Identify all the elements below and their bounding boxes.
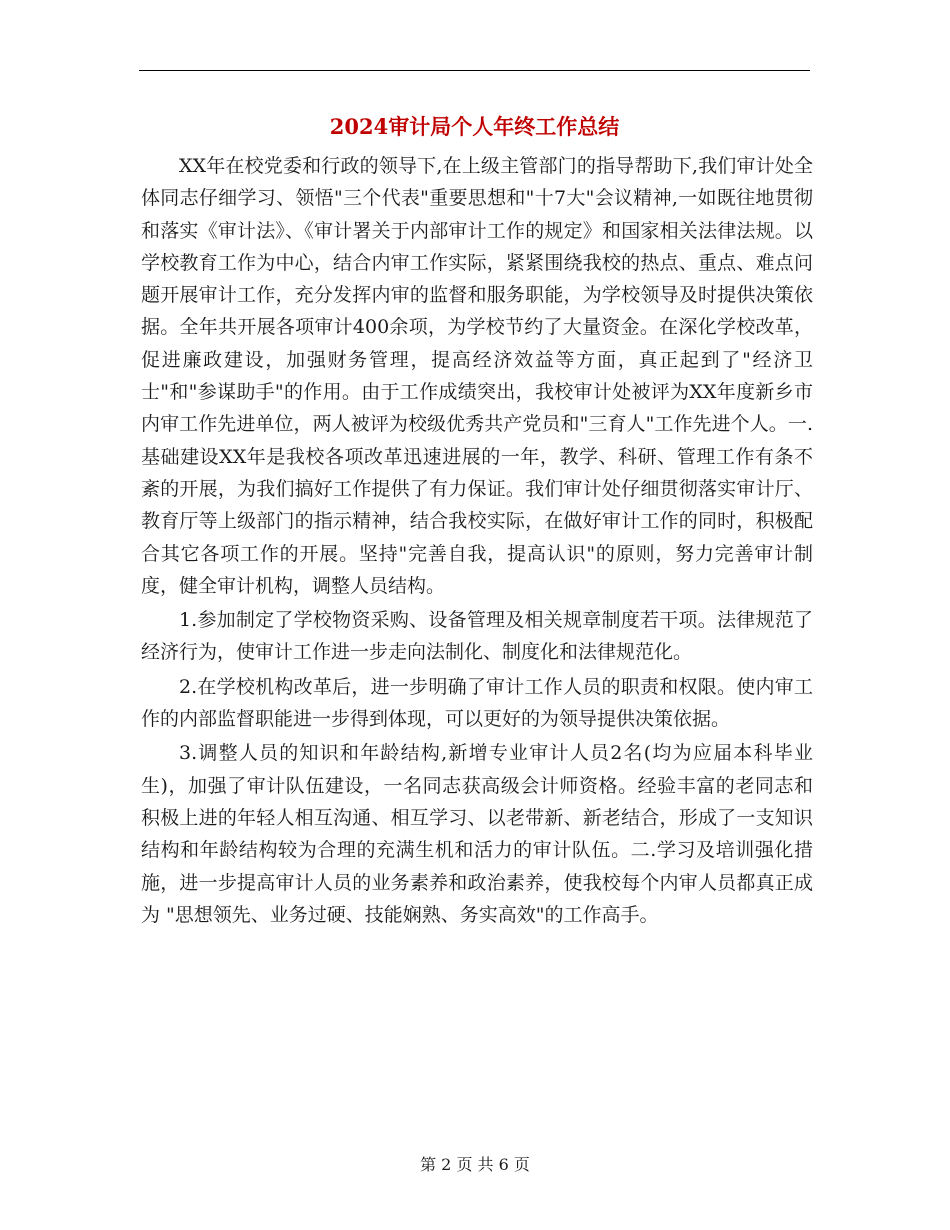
paragraph-item-3: 3.调整人员的知识和年龄结构,新增专业审计人员2名(均为应届本科毕业生)，加强了审计队伍建设，一名同志获高级会计师资格。经验丰富的老同志和积极上进的年轻人相互沟通、相互学习、以老带新、新老结合，形成了一支知识结构和年龄结构较为合理的充满生机和活力的审计队伍。二.学习及培训强化措施，进一步提高审计人员的业务素养和政治素养，使我校每个内审人员都真正成为 "思想领先、业务过硬、技能娴熟、务实高效"的工作高手。: [141, 742, 813, 926]
document-title: 2024审计局个人年终工作总结: [329, 114, 620, 139]
paragraph-item-1: 1.参加制定了学校物资采购、设备管理及相关规章制度若干项。法律规范了经济行为，使审计工作进一步走向法制化、制度化和法律规范化。: [141, 609, 813, 664]
page-number-footer: 第 2 页 共 6 页: [420, 1155, 530, 1174]
document-body: [141, 150, 813, 933]
paragraph-item-2: 2.在学校机构改革后，进一步明确了审计工作人员的职责和权限。使内审工作的内部监督职能进一步得到体现，可以更好的为领导提供决策依据。: [141, 675, 813, 731]
header-rule: [139, 70, 810, 71]
paragraph-intro: XX年在校党委和行政的领导下,在上级主管部门的指导帮助下,我们审计处全体同志仔细学习、领悟"三个代表"重要思想和"十7大"会议精神,一如既往地贯彻和落实《审计法》、《审计署关于内部审计工作的规定》和国家相关法律法规。以学校教育工作为中心，结合内审工作实际，紧紧围绕我校的热点、重点、难点问题开展审计工作，充分发挥内审的监督和服务职能，为学校领导及时提供决策依据。全年共开展各项审计400余项，为学校节约了大量资金。在深化学校改革，促进廉政建设，加强财务管理，提高经济效益等方面，真正起到了"经济卫士"和"参谋助手"的作用。由于工作成绩突出，我校审计处被评为XX年度新乡市内审工作先进单位，两人被评为校级优秀共产党员和"三育人"工作先进个人。一.基础建设XX年是我校各项改革迅速进展的一年，教学、科研、管理工作有条不紊的开展，为我们搞好工作提供了有力保证。我们审计处仔细贯彻落实审计厅、教育厅等上级部门的指示精神，结合我校实际，在做好审计工作的同时，积极配合其它各项工作的开展。坚持"完善自我，提高认识"的原则，努力完善审计制度，健全审计机构，调整人员结构。: [141, 155, 813, 597]
